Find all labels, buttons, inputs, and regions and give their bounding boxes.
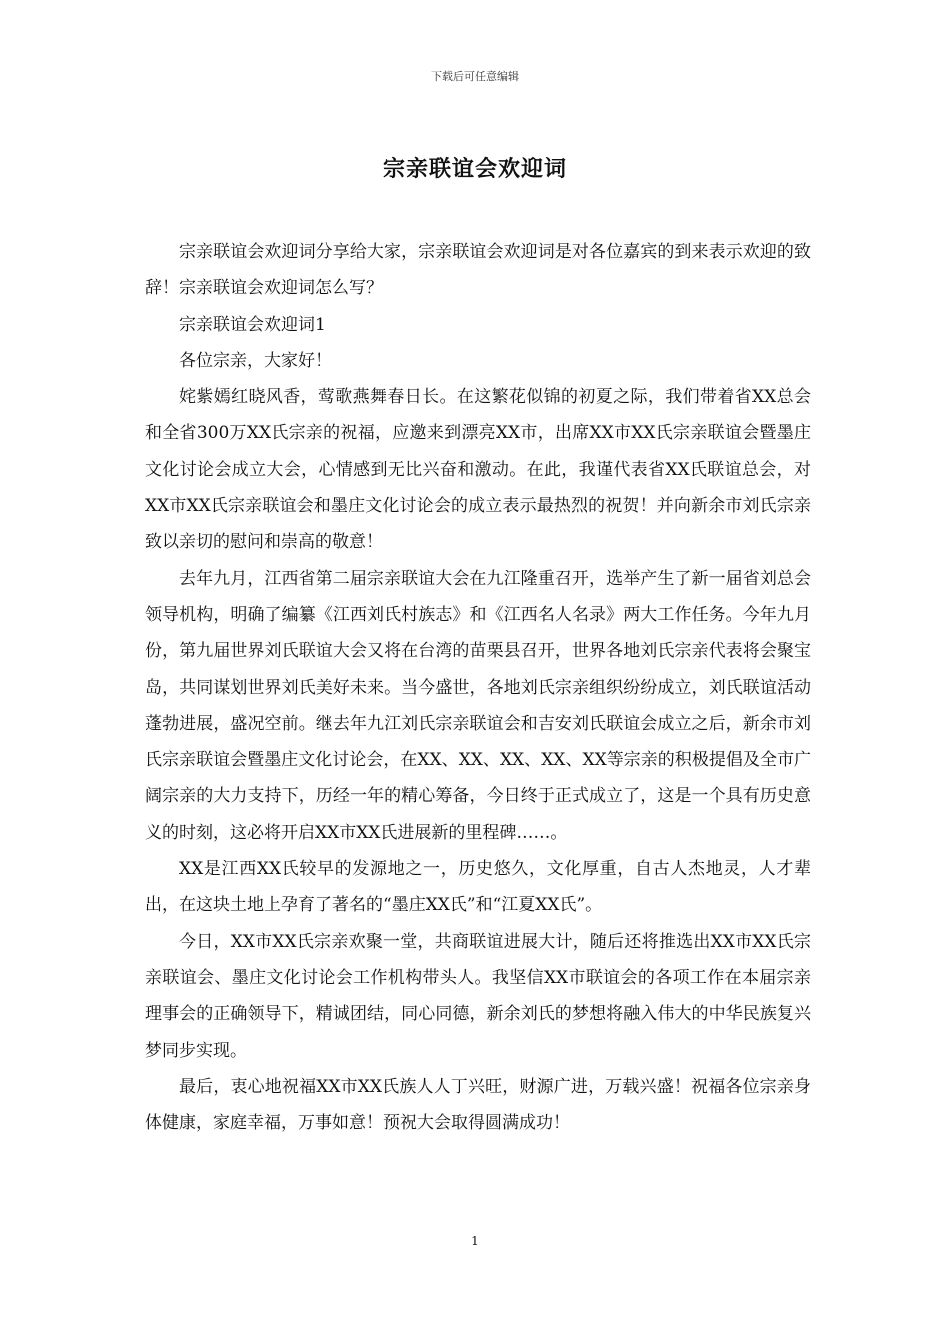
paragraph-greeting: 各位宗亲，大家好！ xyxy=(179,350,332,371)
paragraph-closing: 最后，衷心地祝福XX市XX氏族人人丁兴旺，财源广进，万载兴盛！祝福各位宗亲身体健康，家庭幸福，万事如意！预祝大会取得圆满成功！ xyxy=(145,1076,811,1134)
header-note: 下载后可任意编辑 xyxy=(431,70,519,83)
paragraph-subtitle: 宗亲联谊会欢迎词1 xyxy=(179,314,326,335)
page-number: 1 xyxy=(471,1234,479,1248)
paragraph-body: XX是江西XX氏较早的发源地之一，历史悠久，文化厚重，自古人杰地灵，人才辈出，在这块土地上孕育了著名的“墨庄XX氏”和“江夏XX氏”。 xyxy=(145,859,811,916)
paragraph-body: 今日，XX市XX氏宗亲欢聚一堂，共商联谊进展大计，随后还将推选出XX市XX氏宗亲联谊会、墨庄文化讨论会工作机构带头人。我坚信XX市联谊会的各项工作在本届宗亲理事会的正确领导下，精诚团结，同心同德，新余刘氏的梦想将融入伟大的中华民族复兴梦同步实现。 xyxy=(145,931,811,1061)
paragraph-body: 姹紫嫣红晓风香，莺歌燕舞春日长。在这繁花似锦的初夏之际，我们带着省XX总会和全省300万XX氏宗亲的祝福，应邀来到漂亮XX市，出席XX市XX氏宗亲联谊会暨墨庄文化讨论会成立大会，心情感到无比兴奋和激动。在此，我谨代表省XX氏联谊总会，对XX市XX氏宗亲联谊会和墨庄文化讨论会的成立表示最热烈的祝贺！并向新余市刘氏宗亲致以亲切的慰问和崇高的敬意！ xyxy=(145,387,811,553)
page-title: 宗亲联谊会欢迎词 xyxy=(382,156,567,182)
document-body xyxy=(145,234,811,1141)
paragraph-body: 去年九月，江西省第二届宗亲联谊大会在九江隆重召开，选举产生了新一届省刘总会领导机构，明确了编纂《江西刘氏村族志》和《江西名人名录》两大工作任务。今年九月份，第九届世界刘氏联谊大会又将在台湾的苗栗县召开，世界各地刘氏宗亲代表将会聚宝岛，共同谋划世界刘氏美好未来。当今盛世，各地刘氏宗亲组织纷纷成立，刘氏联谊活动蓬勃进展，盛况空前。继去年九江刘氏宗亲联谊会和吉安刘氏联谊会成立之后，新余市刘氏宗亲联谊会暨墨庄文化讨论会，在XX、XX、XX、XX、XX等宗亲的积极提倡及全市广阔宗亲的大力支持下，历经一年的精心筹备，今日终于正式成立了，这是一个具有历史意义的时刻，这必将开启XX市XX氏进展新的里程碑……。 xyxy=(145,568,811,843)
paragraph-intro: 宗亲联谊会欢迎词分享给大家，宗亲联谊会欢迎词是对各位嘉宾的到来表示欢迎的致辞！宗亲联谊会欢迎词怎么写？ xyxy=(145,242,811,299)
